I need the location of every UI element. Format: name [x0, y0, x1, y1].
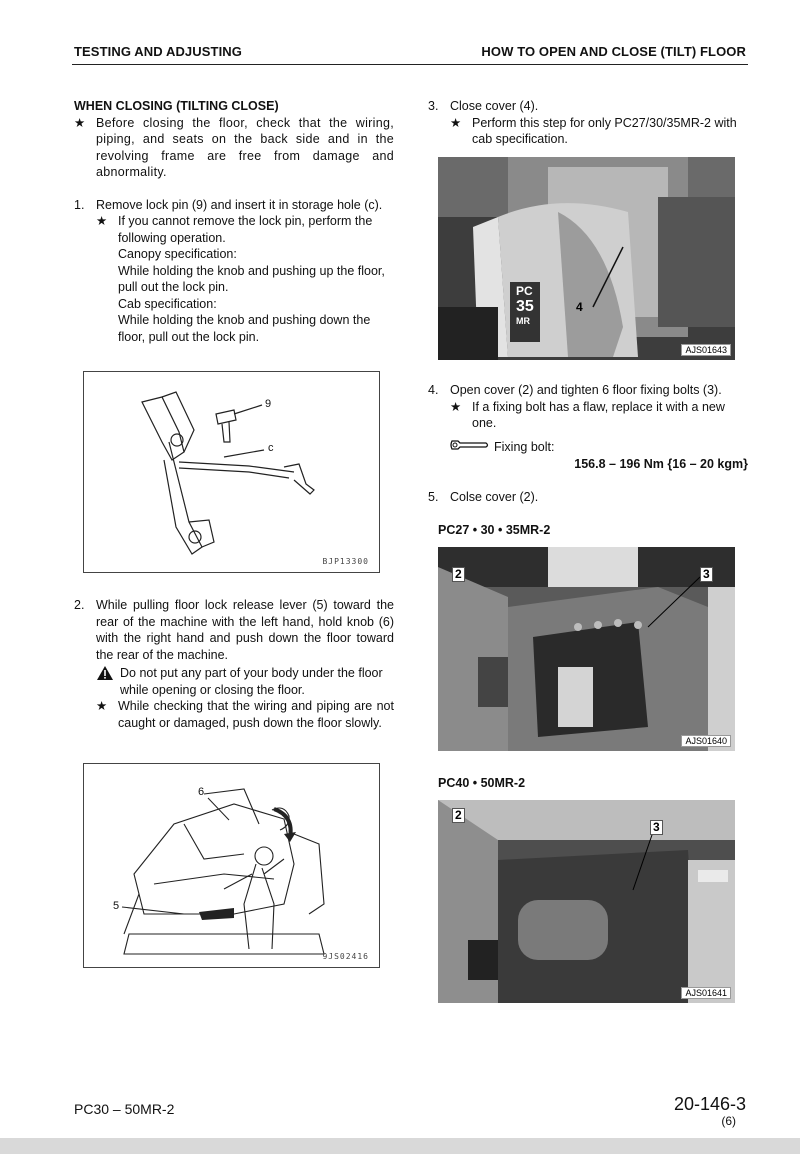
operator-drawing — [84, 764, 380, 968]
operator-figure — [83, 763, 380, 968]
page-title: HOW TO OPEN AND CLOSE (TILT) FLOOR — [481, 44, 746, 59]
subsection-title: WHEN CLOSING (TILTING CLOSE) — [74, 99, 279, 113]
model-heading-pc40: PC40 • 50MR-2 — [438, 776, 526, 790]
callout-c: c — [268, 442, 274, 454]
badge-35: 35 — [516, 298, 534, 315]
page-number: 20-146-3 — [673, 1094, 746, 1114]
canopy-title: Canopy specification: — [118, 247, 237, 261]
step-4-text: Open cover (2) and tighten 6 floor fixing bolts (3). — [450, 383, 722, 397]
cover-photo-image — [438, 157, 735, 360]
step-1-note — [96, 213, 394, 345]
floor-bolts-image-2 — [438, 800, 735, 1003]
model-heading-pc27: PC27 • 30 • 35MR-2 — [438, 523, 551, 537]
star-icon: ★ — [450, 115, 462, 130]
callout-2: 2 — [452, 808, 465, 823]
bottom-bar — [0, 1138, 800, 1154]
step-2-text: While pulling floor lock release lever (5) toward the rear of the machine with the left hand, hold knob (6) with the right hand and push down the floor toward the rear of the machine. — [96, 598, 394, 662]
badge-pc: PC — [516, 284, 533, 298]
lock-pin-drawing — [84, 372, 380, 573]
star-icon: ★ — [96, 699, 108, 713]
left-column-step-2 — [74, 597, 394, 731]
step-number: 4. — [428, 383, 439, 397]
step-3 — [428, 98, 748, 148]
callout-2: 2 — [452, 567, 465, 582]
intro-note-text: Before closing the floor, check that the wiring, piping, and seats on the back side and in the revolving frame are free from damage and abnormality. — [96, 115, 394, 179]
wrench-icon — [450, 438, 490, 457]
step-5-text: Colse cover (2). — [450, 489, 539, 504]
warning-note — [96, 665, 394, 698]
step-1 — [74, 197, 394, 346]
step-3-text: Close cover (4). — [450, 99, 539, 113]
cover-photo — [438, 157, 735, 360]
callout-5: 5 — [113, 900, 120, 912]
canopy-text: While holding the knob and pushing up the floor, pull out the lock pin. — [118, 263, 385, 294]
star-icon: ★ — [450, 399, 462, 414]
revision-number: (6) — [721, 1114, 736, 1128]
right-column-step-3 — [428, 98, 748, 148]
step-3-note-text: Perform this step for only PC27/30/35MR-2 with cab specification. — [472, 115, 737, 146]
torque-value: 156.8 – 196 Nm {16 – 20 kgm} — [574, 457, 748, 471]
intro-note — [74, 115, 394, 181]
step-number: 3. — [428, 99, 439, 113]
step-3-note — [450, 115, 748, 148]
step-5 — [428, 489, 748, 506]
figure-code: BJP13300 — [322, 557, 369, 566]
callout-3: 3 — [700, 567, 713, 582]
callout-4: 4 — [576, 300, 583, 314]
step-4-note-text: If a fixing bolt has a flaw, replace it with a new one. — [472, 399, 725, 430]
floor-bolts-image-1 — [438, 547, 735, 751]
step-2 — [74, 597, 394, 731]
warning-icon — [96, 665, 118, 698]
step-4-note — [450, 399, 748, 432]
step-2-note-text: While checking that the wiring and piping are not caught or damaged, push down the floor slowly. — [118, 699, 394, 730]
section-header: TESTING AND ADJUSTING — [74, 44, 242, 59]
header-rule — [72, 64, 748, 65]
cab-text: While holding the knob and pushing down the floor, pull out the lock pin. — [118, 313, 371, 344]
right-column-steps-4-5 — [428, 382, 748, 505]
photo-code: AJS01640 — [681, 735, 731, 747]
lock-pin-figure — [83, 371, 380, 573]
torque-label: Fixing bolt: — [494, 439, 555, 454]
figure-code: 9JS02416 — [322, 952, 369, 961]
photo-code: AJS01643 — [681, 344, 731, 356]
step-number: 1. — [74, 197, 85, 212]
torque-spec — [428, 438, 748, 457]
photo-code: AJS01641 — [681, 987, 731, 999]
cab-title: Cab specification: — [118, 296, 217, 311]
warning-text: Do not put any part of your body under the floor while opening or closing the floor. — [120, 666, 383, 697]
floor-bolts-photo-pc40 — [438, 800, 735, 1003]
badge-mr: MR — [516, 316, 530, 326]
callout-3: 3 — [650, 820, 663, 835]
star-icon: ★ — [96, 214, 108, 228]
callout-6: 6 — [198, 786, 205, 798]
footer-model: PC30 – 50MR-2 — [74, 1101, 175, 1117]
star-icon: ★ — [74, 115, 86, 130]
left-column-top — [74, 98, 394, 345]
step-number: 5. — [428, 489, 439, 504]
step-number: 2. — [74, 598, 85, 612]
callout-9: 9 — [265, 398, 272, 410]
floor-bolts-photo-pc27 — [438, 547, 735, 751]
step-2-note — [96, 698, 394, 731]
step-4 — [428, 382, 748, 432]
step-1-text: Remove lock pin (9) and insert it in storage hole (c). — [96, 197, 383, 212]
step-1-note-text: If you cannot remove the lock pin, perform the following operation. — [118, 214, 373, 245]
